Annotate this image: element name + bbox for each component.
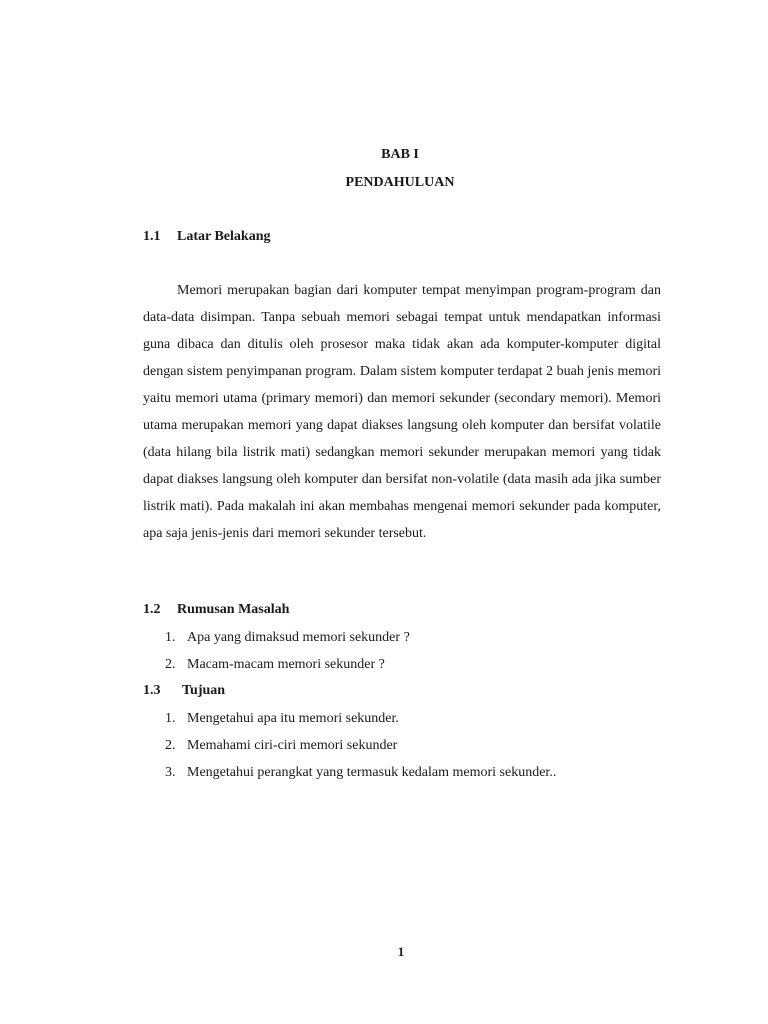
list-item [165, 710, 556, 737]
objective-list [165, 710, 556, 791]
section-title: Rumusan Masalah [177, 602, 290, 617]
chapter-title: PENDAHULUAN [345, 175, 455, 190]
problem-list [165, 629, 410, 683]
list-marker: 1. [165, 711, 176, 726]
section-number: 1.3 [143, 683, 161, 698]
background-paragraph: Memori merupakan bagian dari komputer tempat menyimpan program-program dan data-data disimpan. Tanpa sebuah memori sebagai tempat untuk mendapatkan informasi guna dibaca dan ditulis oleh prosesor maka tidak akan ada komputer-komputer digital dengan sistem penyimpanan program. Dalam sistem komputer terdapat 2 buah jenis memori yaitu memori utama (primary memori) dan memori sekunder (secondary memori). Memori utama merupakan memori yang dapat diakses langsung oleh komputer dan bersifat volatile (data hilang bila listrik mati) sedangkan memori sekunder merupakan memori yang tidak dapat diakses langsung oleh komputer dan bersifat non-volatile (data masih ada jika sumber listrik mati). Pada makalah ini akan membahas mengenai memori sekunder pada komputer, apa saja jenis-jenis dari memori sekunder tersebut. [143, 283, 661, 541]
chapter-number: BAB I [381, 147, 419, 162]
list-item-text: Macam-macam memori sekunder ? [187, 657, 385, 672]
list-marker: 2. [165, 738, 176, 753]
list-item [165, 737, 556, 764]
list-item [165, 629, 410, 656]
page-number: 1 [397, 944, 405, 959]
section-number: 1.1 [143, 229, 161, 244]
list-item-text: Mengetahui apa itu memori sekunder. [187, 711, 399, 726]
list-item [165, 656, 410, 683]
section-heading-latar-belakang [143, 229, 271, 245]
list-marker: 2. [165, 657, 176, 672]
list-item-text: Mengetahui perangkat yang termasuk kedalam memori sekunder.. [187, 765, 557, 780]
list-item-text: Memahami ciri-ciri memori sekunder [187, 738, 398, 753]
list-marker: 1. [165, 630, 176, 645]
section-title: Latar Belakang [177, 229, 271, 244]
section-heading-tujuan [143, 683, 226, 699]
list-item-text: Apa yang dimaksud memori sekunder ? [187, 630, 410, 645]
section-title: Tujuan [182, 683, 226, 698]
section-heading-rumusan-masalah [143, 602, 290, 618]
list-marker: 3. [165, 765, 176, 780]
section-number: 1.2 [143, 602, 161, 617]
list-item [165, 764, 556, 791]
